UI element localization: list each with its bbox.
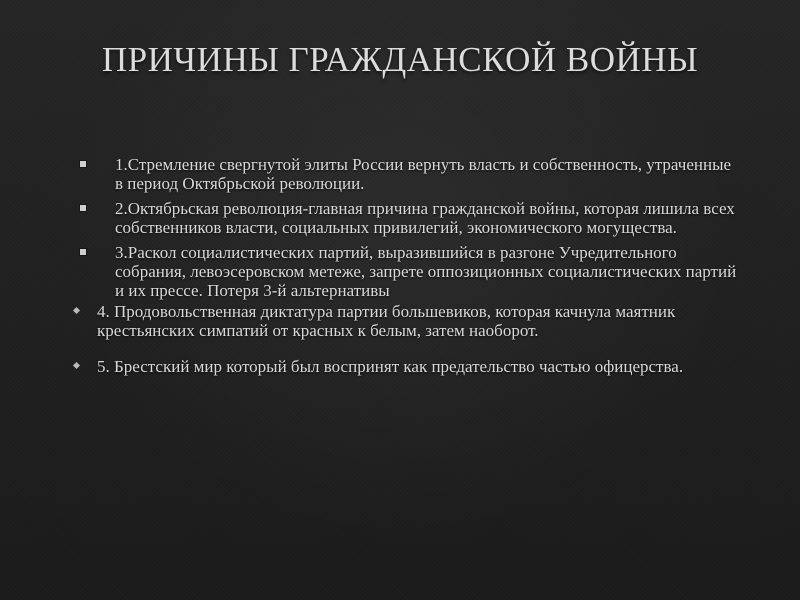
slide-title: ПРИЧИНЫ ГРАЖДАНСКОЙ ВОЙНЫ [101,40,699,79]
list-item-text: 2.Октябрьская революция-главная причина гражданской войны, которая лишила всех собственников власти, социальных привилегий, экономического могущества. [115,199,735,237]
square-bullet-icon [80,249,86,255]
list-item-text: 5. Брестский мир который был воспринят как предательство частью офицерства. [97,357,684,376]
list-item-text: 1.Стремление свергнутой элиты России вернуть власть и собственность, утраченные в период Октябрьской революции. [115,155,732,193]
list-item-text: 4. Продовольственная диктатура партии большевиков, которая качнула маятник крестьянских симпатий от красных к белым, затем наоборот. [97,302,676,340]
list-item-cause-5 [72,357,742,376]
list-item-cause-1 [72,155,742,193]
square-bullet-icon [80,161,86,167]
list-item-cause-3 [72,243,742,300]
list-item-cause-2 [72,199,742,237]
square-bullet-icon [80,205,86,211]
list-item-cause-4 [72,302,742,340]
causes-list [72,155,742,381]
diamond-bullet-icon [73,362,80,369]
diamond-bullet-icon [73,307,80,314]
list-item-text: 3.Раскол социалистических партий, выразившийся в разгоне Учредительного собрания, левоэсеровском метеже, запрете оппозиционных социалистических партий и их прессе. Потеря 3-й альтернативы [115,243,737,300]
